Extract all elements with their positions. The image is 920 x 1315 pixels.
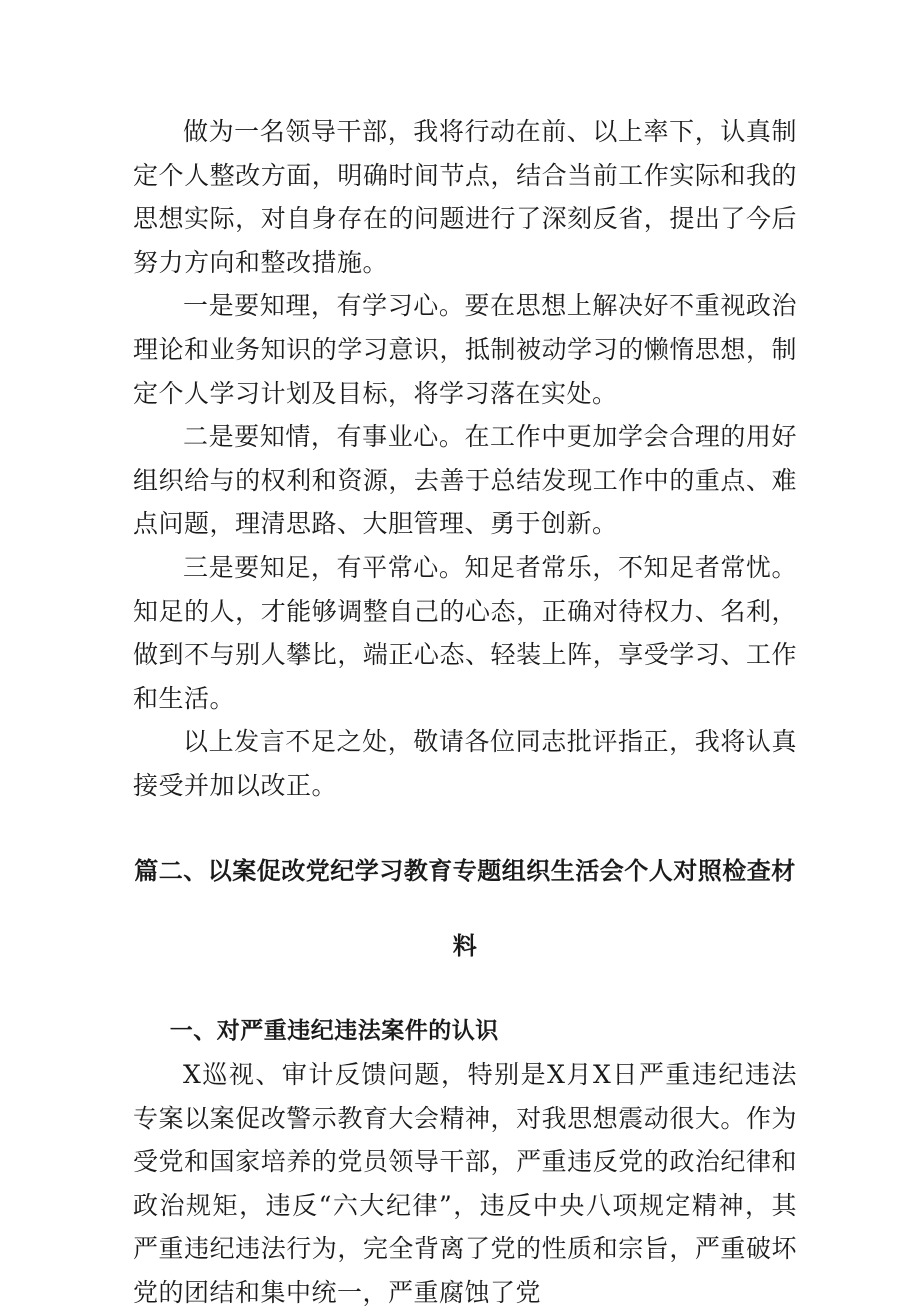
paragraph-case-awareness: X巡视、审计反馈问题，特别是X月X日严重违纪违法专案以案促改警示教育大会精神，对我思想震动很大。作为受党和国家培养的党员领导干部，严重违反党的政治纪律和政治规矩，违反“六大纪律”，违反中央八项规定精神，其严重违纪违法行为，完全背离了党的性质和宗旨，严重破坏党的团结和集中统一，严重腐蚀了党 <box>133 1060 797 1308</box>
section-heading: 一、对严重违纪违法案件的认识 <box>169 1017 499 1044</box>
document-body <box>133 110 797 1315</box>
document-title: 篇二、以案促改党纪学习教育专题组织生活会个人对照检查材料 <box>134 856 796 960</box>
paragraph-closing: 以上发言不足之处，敬请各位同志批评指正，我将认真接受并加以改正。 <box>133 727 797 800</box>
paragraph-point-one: 一是要知理，有学习心。要在思想上解决好不重视政治理论和业务知识的学习意识，抵制被动学习的懒惰思想，制定个人学习计划及目标，将学习落在实处。 <box>133 291 797 408</box>
paragraph-point-two: 二是要知情，有事业心。在工作中更加学会合理的用好组织给与的权利和资源，去善于总结发现工作中的重点、难点问题，理清思路、大胆管理、勇于创新。 <box>133 422 797 539</box>
paragraph-commitment: 做为一名领导干部，我将行动在前、以上率下，认真制定个人整改方面，明确时间节点，结合当前工作实际和我的思想实际，对自身存在的问题进行了深刻反省，提出了今后努力方向和整改措施。 <box>133 117 797 277</box>
paragraph-point-three: 三是要知足，有平常心。知足者常乐，不知足者常忧。知足的人，才能够调整自己的心态，正确对待权力、名利，做到不与别人攀比，端正心态、轻装上阵，享受学习、工作和生活。 <box>133 552 797 713</box>
